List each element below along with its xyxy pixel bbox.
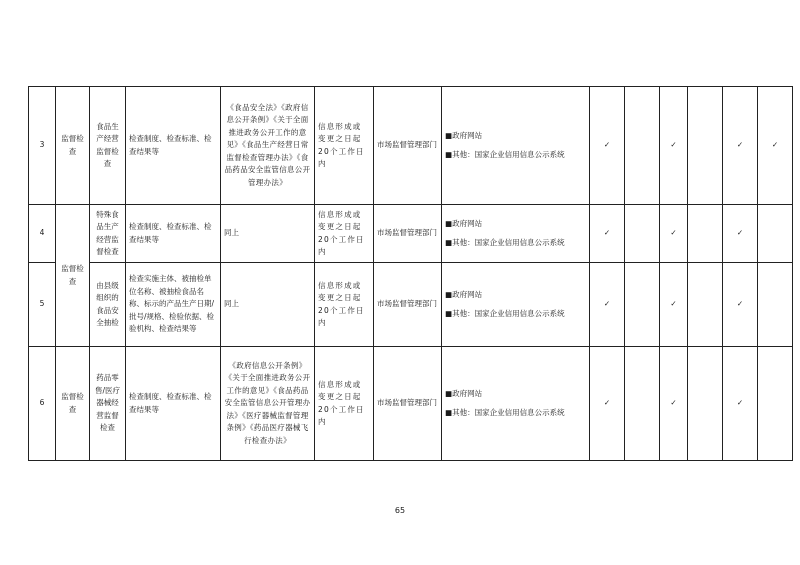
channel-cell — [442, 263, 590, 347]
basis-cell: 《食品安全法》《政府信息公开条例》《关于全面推进政务公开工作的意见》《食品生产经营日常监督检查管理办法》《食品药品安全监管信息公开管理办法》 — [221, 87, 315, 205]
check-mark: ✓ — [723, 263, 758, 347]
channel-website: ■政府网站 — [445, 131, 483, 140]
basis-cell: 同上 — [221, 205, 315, 263]
check-mark: ✓ — [590, 205, 625, 263]
channel-website: ■政府网站 — [445, 290, 483, 299]
channel-website: ■政府网站 — [445, 389, 483, 398]
check-mark: ✓ — [660, 347, 688, 461]
item-cell: 由县级组织的食品安全抽检 — [90, 263, 126, 347]
check-mark: ✓ — [723, 205, 758, 263]
category-cell: 监督检查 — [56, 347, 90, 461]
department-cell: 市场监督管理部门 — [374, 263, 442, 347]
empty-cell — [625, 87, 660, 205]
check-mark: ✓ — [660, 263, 688, 347]
channel-cell — [442, 87, 590, 205]
check-mark: ✓ — [590, 87, 625, 205]
table-row — [29, 87, 793, 205]
check-mark: ✓ — [660, 205, 688, 263]
channel-other: ■其他：国家企业信用信息公示系统 — [445, 149, 565, 159]
period-cell: 信息形成或变更之日起20个工作日内 — [315, 347, 374, 461]
disclosure-table — [28, 86, 793, 461]
empty-cell — [625, 347, 660, 461]
basis-cell: 同上 — [221, 263, 315, 347]
category-cell: 监督检查 — [56, 205, 90, 347]
department-cell: 市场监督管理部门 — [374, 205, 442, 263]
table-row — [29, 263, 793, 347]
item-cell: 食品生产经营监督检查 — [90, 87, 126, 205]
period-cell: 信息形成或变更之日起20个工作日内 — [315, 205, 374, 263]
content-cell: 检查制度、检查标准、检查结果等 — [126, 347, 221, 461]
content-cell: 检查实施主体、被抽检单位名称、被抽检食品名称、标示的产品生产日期/批号/规格、检验依据、检验机构、检查结果等 — [126, 263, 221, 347]
table-row — [29, 205, 793, 263]
empty-cell — [688, 263, 723, 347]
channel-other: ■其他：国家企业信用信息公示系统 — [445, 308, 565, 318]
check-mark: ✓ — [590, 347, 625, 461]
period-cell: 信息形成或变更之日起20个工作日内 — [315, 263, 374, 347]
check-mark: ✓ — [590, 263, 625, 347]
check-mark: ✓ — [723, 347, 758, 461]
empty-cell — [625, 263, 660, 347]
department-cell: 市场监督管理部门 — [374, 347, 442, 461]
row-number: 3 — [29, 87, 56, 205]
empty-cell — [758, 263, 793, 347]
period-cell: 信息形成或变更之日起20个工作日内 — [315, 87, 374, 205]
channel-other: ■其他：国家企业信用信息公示系统 — [445, 407, 565, 417]
page-number: 65 — [394, 506, 406, 515]
empty-cell — [758, 347, 793, 461]
item-cell: 药品零售/医疗器械经营监督检查 — [90, 347, 126, 461]
basis-cell: 《政府信息公开条例》《关于全面推进政务公开工作的意见》《食品药品安全监管信息公开管理办法》《医疗器械监督管理条例》《药品医疗器械飞行检查办法》 — [221, 347, 315, 461]
content-cell: 检查制度、检查标准、检查结果等 — [126, 205, 221, 263]
row-number: 4 — [29, 205, 56, 263]
channel-cell — [442, 205, 590, 263]
row-number: 6 — [29, 347, 56, 461]
item-cell: 特殊食品生产经营监督检查 — [90, 205, 126, 263]
row-number: 5 — [29, 263, 56, 347]
empty-cell — [688, 87, 723, 205]
department-cell: 市场监督管理部门 — [374, 87, 442, 205]
empty-cell — [688, 347, 723, 461]
table-row — [29, 347, 793, 461]
content-cell: 检查制度、检查标准、检查结果等 — [126, 87, 221, 205]
channel-cell — [442, 347, 590, 461]
empty-cell — [688, 205, 723, 263]
empty-cell — [758, 205, 793, 263]
check-mark: ✓ — [660, 87, 688, 205]
check-mark: ✓ — [723, 87, 758, 205]
channel-other: ■其他：国家企业信用信息公示系统 — [445, 237, 565, 247]
channel-website: ■政府网站 — [445, 219, 483, 228]
check-mark: ✓ — [758, 87, 793, 205]
empty-cell — [625, 205, 660, 263]
category-cell: 监督检查 — [56, 87, 90, 205]
